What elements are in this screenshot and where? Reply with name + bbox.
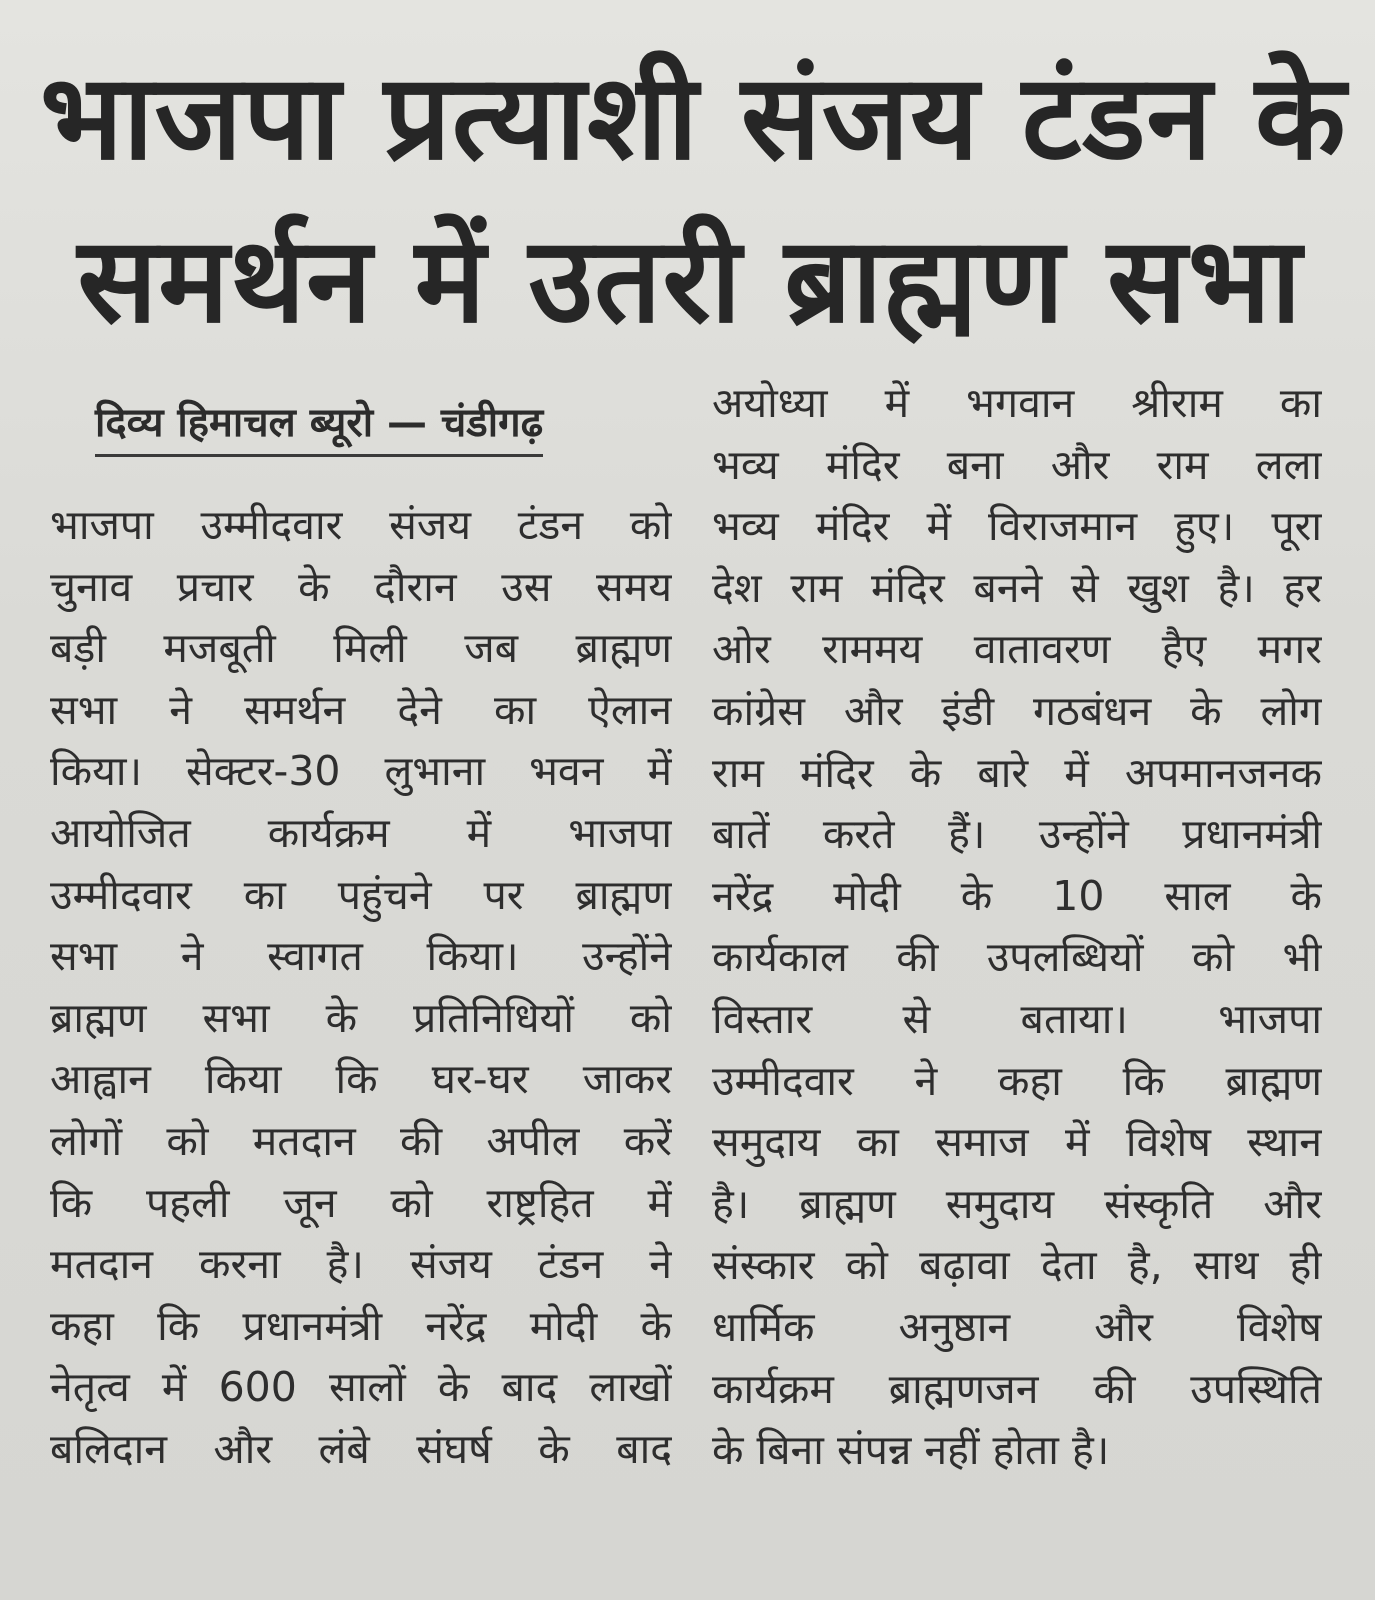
paragraph-line: बलिदान और लंबे संघर्ष के बाद bbox=[50, 1424, 672, 1473]
paragraph-line: सभा ने स्वागत किया। उन्होंने bbox=[50, 932, 672, 981]
paragraph-line: भाजपा उम्मीदवार संजय टंडन को bbox=[50, 501, 672, 549]
article-column-right bbox=[712, 373, 1322, 1482]
paragraph-line: लोगों को मतदान की अपील करें bbox=[50, 1116, 672, 1165]
paragraph-line: उम्मीदवार ने कहा कि ब्राह्मण bbox=[712, 1056, 1322, 1105]
paragraph-line: कार्यक्रम ब्राह्मणजन की उपस्थिति bbox=[712, 1364, 1322, 1413]
paragraph-line: ओर राममय वातावरण हैए मगर bbox=[712, 625, 1322, 674]
paragraph-line: कांग्रेस और इंडी गठबंधन के लोग bbox=[712, 686, 1322, 735]
paragraph-line: बड़ी मजबूती मिली जब ब्राह्मण bbox=[50, 624, 672, 673]
paragraph-line: ब्राह्मण सभा के प्रतिनिधियों को bbox=[50, 993, 672, 1042]
paragraph-line: धार्मिक अनुष्ठान और विशेष bbox=[712, 1302, 1322, 1351]
paragraph-line: सभा ने समर्थन देने का ऐलान bbox=[50, 685, 672, 734]
paragraph-line: कहा कि प्रधानमंत्री नरेंद्र मोदी के bbox=[50, 1301, 672, 1350]
paragraph-line: राम मंदिर के बारे में अपमानजनक bbox=[712, 748, 1322, 797]
paragraph-line: है। ब्राह्मण समुदाय संस्कृति और bbox=[712, 1179, 1322, 1228]
paragraph-line: विस्तार से बताया। भाजपा bbox=[712, 994, 1322, 1043]
paragraph-line: संस्कार को बढ़ावा देता है, साथ ही bbox=[712, 1241, 1322, 1290]
paragraph-line: कि पहली जून को राष्ट्रहित में bbox=[50, 1178, 672, 1227]
paragraph-line: चुनाव प्रचार के दौरान उस समय bbox=[50, 562, 672, 611]
paragraph-line: आयोजित कार्यक्रम में भाजपा bbox=[50, 808, 672, 857]
paragraph-line: मतदान करना है। संजय टंडन ने bbox=[50, 1240, 672, 1289]
paragraph-line: अयोध्या में भगवान श्रीराम का bbox=[712, 379, 1322, 427]
byline: दिव्य हिमाचल ब्यूरो — चंडीगढ़ bbox=[95, 393, 543, 457]
paragraph-line: किया। सेक्टर-30 लुभाना भवन में bbox=[50, 747, 672, 796]
paragraph-line: भव्य मंदिर बना और राम लला bbox=[712, 440, 1322, 489]
paragraph-line: देश राम मंदिर बनने से खुश है। हर bbox=[712, 563, 1322, 612]
paragraph-line: आह्वान किया कि घर-घर जाकर bbox=[50, 1055, 672, 1104]
paragraph-line: बातें करते हैं। उन्होंने प्रधानमंत्री bbox=[712, 810, 1322, 859]
article-column-left bbox=[50, 495, 672, 1481]
headline-line-2: समर्थन में उतरी ब्राह्मण सभा bbox=[77, 211, 1303, 349]
paragraph-line: उम्मीदवार का पहुंचने पर ब्राह्मण bbox=[50, 870, 672, 919]
paragraph-line: नेतृत्व में 600 सालों के बाद लाखों bbox=[50, 1363, 672, 1412]
paragraph-line: समुदाय का समाज में विशेष स्थान bbox=[712, 1118, 1322, 1167]
paragraph-line: कार्यकाल की उपलब्धियों को भी bbox=[712, 933, 1322, 982]
paragraph-line: भव्य मंदिर में विराजमान हुए। पूरा bbox=[712, 502, 1322, 551]
paragraph-line: के बिना संपन्न नहीं होता है। bbox=[712, 1426, 1110, 1475]
paragraph-line: नरेंद्र मोदी के 10 साल के bbox=[712, 871, 1322, 920]
headline-line-1: भाजपा प्रत्याशी संजय टंडन के bbox=[40, 48, 1347, 186]
